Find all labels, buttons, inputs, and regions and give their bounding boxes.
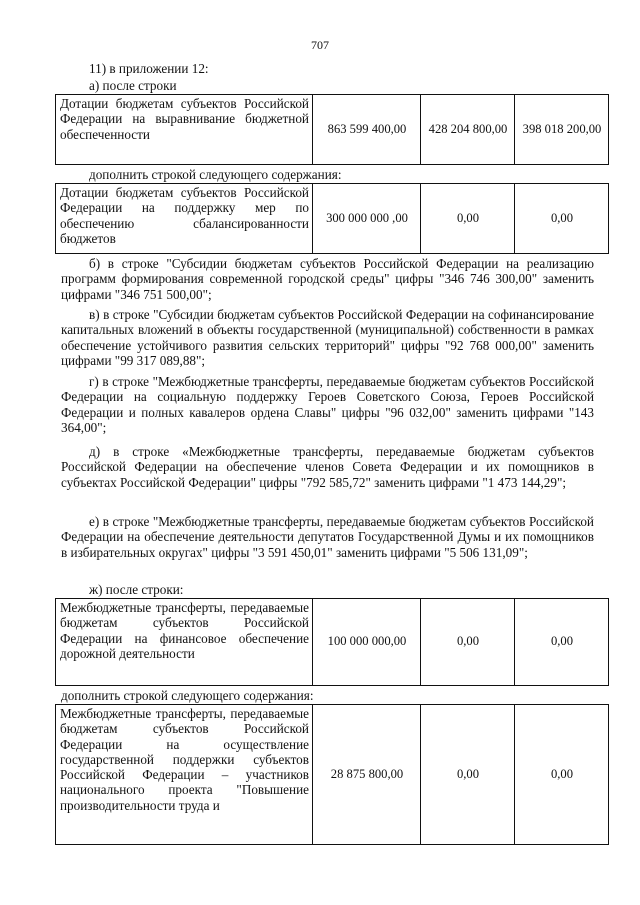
value-cell-1: 863 599 400,00 [313, 95, 421, 165]
value-cell-1: 300 000 000 ,00 [313, 184, 421, 254]
page-number: 707 [311, 38, 329, 52]
paragraph-g: г) в строке "Межбюджетные трансферты, передаваемые бюджетам субъектов Российской Федерации на социальную поддержку Героев Советского Союза, Героев Российской Федерации и полных кавалеров ордена Славы" цифры "96 032,00" заменить цифрами "143 364,00"; [61, 374, 594, 435]
table-row [56, 705, 609, 845]
table-dotation-balance [55, 183, 609, 254]
value-cell-3: 0,00 [515, 184, 609, 254]
add-row-instruction: дополнить строкой следующего содержания: [89, 167, 342, 182]
value-cell-2: 0,00 [421, 184, 515, 254]
paragraph-e: е) в строке "Межбюджетные трансферты, передаваемые бюджетам субъектов Российской Федерации на обеспечение деятельности депутатов Государственной Думы и их помощников в избирательных округах" цифры "3 591 450,01" заменить цифрами "5 506 131,09"; [61, 514, 594, 560]
table-road-activity [55, 598, 609, 686]
value-cell-2: 428 204 800,00 [421, 95, 515, 165]
paragraph-d: д) в строке «Межбюджетные трансферты, передаваемые бюджетам субъектов Российской Федерации на обеспечение членов Совета Федерации и их помощников в субъектах Российской Федерации" цифры "792 585,72" заменить цифрами "1 473 144,29"; [61, 444, 594, 490]
row-name-cell: Дотации бюджетам субъектов Российской Федерации на выравнивание бюджетной обеспеченности [56, 95, 313, 165]
table-row [56, 599, 609, 686]
value-cell-2: 0,00 [421, 599, 515, 686]
add-row-instruction-2: дополнить строкой следующего содержания: [61, 688, 314, 703]
table-row [56, 184, 609, 254]
row-name-cell: Межбюджетные трансферты, передаваемые бюджетам субъектов Российской Федерации на осуществление государственной поддержки субъектов Российской Федерации – участников национального проекта "Повышение производительности труда и [56, 705, 313, 845]
table-labor-productivity [55, 704, 609, 845]
table-row [56, 95, 609, 165]
value-cell-3: 0,00 [515, 599, 609, 686]
paragraph-v: в) в строке "Субсидии бюджетам субъектов Российской Федерации на софинансирование капитальных вложений в объекты государственной (муниципальной) собственности в рамках обеспечение устойчивого развития сельских территорий" цифры "92 768 000,00" заменить цифрами "99 317 089,88"; [61, 307, 594, 368]
item-heading: 11) в приложении 12: [89, 61, 209, 76]
value-cell-1: 100 000 000,00 [313, 599, 421, 686]
row-name-cell: Межбюджетные трансферты, передаваемые бюджетам субъектов Российской Федерации на финансовое обеспечение дорожной деятельности [56, 599, 313, 686]
row-name-cell: Дотации бюджетам субъектов Российской Федерации на поддержку мер по обеспечению сбалансированности бюджетов [56, 184, 313, 254]
value-cell-3: 0,00 [515, 705, 609, 845]
value-cell-2: 0,00 [421, 705, 515, 845]
value-cell-3: 398 018 200,00 [515, 95, 609, 165]
paragraph-b: б) в строке "Субсидии бюджетам субъектов Российской Федерации на реализацию программ формирования современной городской среды" цифры "346 746 300,00" заменить цифрами "346 751 500,00"; [61, 256, 594, 302]
subitem-a: а) после строки [89, 78, 177, 93]
value-cell-1: 28 875 800,00 [313, 705, 421, 845]
subitem-zh: ж) после строки: [89, 582, 184, 597]
table-dotation-equalization [55, 94, 609, 165]
